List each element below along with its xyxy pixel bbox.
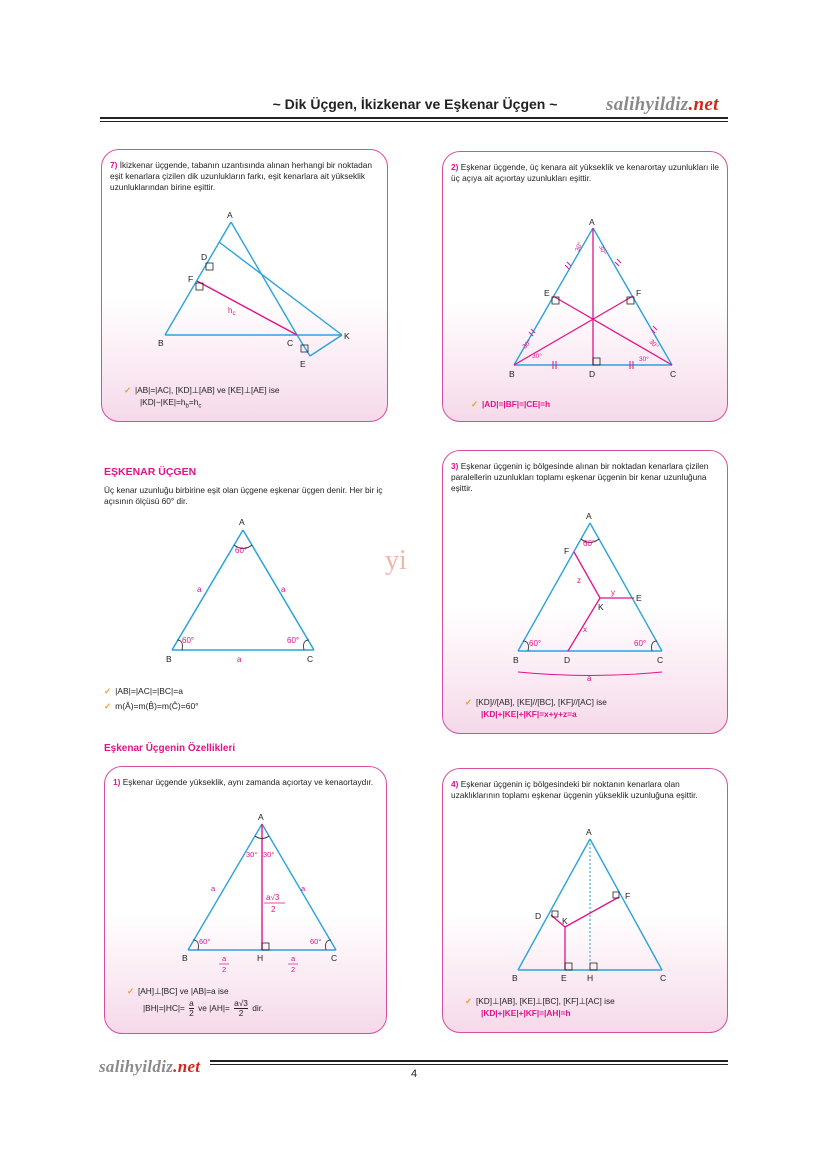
box3-label-E: E bbox=[636, 593, 642, 603]
box-property-3 bbox=[442, 450, 728, 734]
box1-result-line1: [AH]⊥[BC] ve |AB|=a ise bbox=[137, 986, 229, 996]
box4-label-F: F bbox=[625, 891, 631, 901]
box-property-7 bbox=[101, 149, 388, 422]
check-icon: ✓ bbox=[104, 701, 112, 711]
eskenar-label-A: A bbox=[239, 517, 245, 527]
eskenar-side-a-right: a bbox=[281, 585, 286, 594]
footer-brand-logo bbox=[99, 1057, 200, 1077]
box3-number: 3) bbox=[451, 461, 459, 471]
eskenar-angle-A: 60° bbox=[235, 546, 248, 555]
box1-angle-C: 60° bbox=[310, 937, 322, 946]
box1-number: 1) bbox=[113, 777, 121, 787]
check-icon: ✓ bbox=[124, 385, 131, 395]
eskenar-facts bbox=[104, 684, 199, 714]
eskenar-diagram bbox=[150, 512, 340, 668]
box1-label-A: A bbox=[258, 812, 264, 822]
box1-height-num: a√3 bbox=[266, 893, 280, 902]
check-icon: ✓ bbox=[104, 686, 112, 696]
box3-diagram bbox=[443, 451, 729, 735]
box-property-1 bbox=[104, 766, 387, 1034]
box1-side-a-right: a bbox=[301, 884, 306, 893]
box2-number: 2) bbox=[451, 162, 459, 172]
box1-angle-left: 30° bbox=[246, 850, 258, 859]
box1-half-den-left: 2 bbox=[222, 965, 227, 974]
box3-angle-B: 60° bbox=[529, 639, 542, 648]
check-icon: ✓ bbox=[127, 986, 134, 996]
box4-label-D: D bbox=[535, 911, 542, 921]
header-brand-logo bbox=[606, 94, 719, 116]
box7-label-hc: $h_c$ bbox=[228, 306, 236, 317]
box3-description: Eşkenar üçgenin iç bölgesinde alınan bir noktadan kenarlara çizilen paralellerin uzunlukları toplamı eşkenar üçgenin bir kenar uzunluğuna eşittir. bbox=[451, 461, 709, 493]
header-rule bbox=[100, 117, 728, 119]
eskenar-angle-B: 60° bbox=[182, 636, 195, 645]
eskenar-fact-2: ✓ m(Â)=m(B̂)=m(Ĉ)=60° bbox=[104, 701, 199, 711]
box1-label-C: C bbox=[331, 953, 338, 963]
box4-label-C: C bbox=[660, 973, 667, 983]
box4-label-K: K bbox=[562, 916, 568, 926]
brand-net: .net bbox=[688, 94, 719, 115]
box3-result bbox=[465, 696, 607, 720]
fraction-a-over-2: $\frac{a}{2}$ bbox=[189, 998, 194, 1019]
box1-angle-right: 30° bbox=[263, 850, 275, 859]
box1-label-H: H bbox=[257, 953, 264, 963]
box7-label-A: A bbox=[227, 210, 233, 220]
box1-label-B: B bbox=[182, 953, 188, 963]
box3-label-a: a bbox=[587, 674, 592, 683]
box2-angle-A-right: 30° bbox=[597, 244, 608, 256]
box4-result-line2: |KD|+|KE|+|KF|=|AH|=h bbox=[481, 1008, 571, 1018]
box2-label-A: A bbox=[589, 217, 595, 227]
eskenar-side-a-bottom: a bbox=[237, 655, 242, 664]
box2-label-E: E bbox=[544, 288, 550, 298]
header-rule-thin bbox=[100, 121, 728, 122]
box2-label-B: B bbox=[509, 369, 515, 379]
eskenar-side-a-left: a bbox=[197, 585, 202, 594]
box3-label-z: z bbox=[577, 576, 581, 585]
box1-half-num-left: a bbox=[222, 954, 227, 963]
box7-label-D: D bbox=[201, 252, 208, 262]
box-property-2 bbox=[442, 151, 728, 422]
box3-label-y: y bbox=[611, 588, 615, 597]
footer-rule bbox=[210, 1060, 728, 1062]
box1-description: Eşkenar üçgende yükseklik, aynı zamanda açıortay ve kenaortaydır. bbox=[122, 777, 374, 787]
eskenar-angle-C: 60° bbox=[287, 636, 300, 645]
footer-rule-thin bbox=[210, 1064, 728, 1065]
box2-result-text: |AD|=|BF|=|CE|=h bbox=[481, 399, 551, 409]
box4-result bbox=[465, 995, 615, 1019]
box2-angle-C-bottom: 30° bbox=[639, 356, 649, 363]
box2-angle-C-top: 30° bbox=[647, 338, 660, 351]
box3-label-B: B bbox=[513, 655, 519, 665]
box3-result-line2: |KD|+|KE|+|KF|=x+y+z=a bbox=[481, 709, 577, 719]
box3-angle-C: 60° bbox=[634, 639, 647, 648]
box7-diagram bbox=[102, 150, 389, 423]
footer-brand-main: salihyildiz bbox=[99, 1057, 174, 1076]
box3-label-A: A bbox=[586, 511, 592, 521]
eskenar-label-C: C bbox=[307, 654, 314, 664]
eskenar-fact-1: ✓ |AB|=|AC|=|BC|=a bbox=[104, 686, 183, 696]
box7-number: 7) bbox=[110, 160, 118, 170]
eskenar-definition: Üç kenar uzunluğu birbirine eşit olan üçgene eşkenar üçgen denir. Her bir iç açısının ölçüsü 60° dir. bbox=[104, 485, 383, 506]
check-icon: ✓ bbox=[465, 996, 472, 1006]
box2-result bbox=[471, 398, 550, 410]
box4-label-H: H bbox=[587, 973, 594, 983]
section-title-eskenar: EŞKENAR ÜÇGEN bbox=[104, 466, 197, 478]
box7-result-line1: |AB|=|AC|, [KD]⊥[AB] ve [KE]⊥[AE] ise bbox=[134, 385, 280, 395]
box7-result-line2: $|KD|-|KE|=h_b=h_c$ bbox=[140, 397, 202, 410]
box1-angle-B: 60° bbox=[199, 937, 211, 946]
section-title-properties: Eşkenar Üçgenin Özellikleri bbox=[104, 743, 236, 754]
box1-side-a-left: a bbox=[211, 884, 216, 893]
check-icon: ✓ bbox=[465, 697, 472, 707]
box3-label-F: F bbox=[564, 546, 570, 556]
box7-label-C: C bbox=[287, 338, 294, 348]
box7-description: İkizkenar üçgende, tabanın uzantısında alınan herhangi bir noktadan eşit kenarlara çizilen dik uzunlukların farkı, eşit kenarlara ait yükseklik uzunluklarından birine eşittir. bbox=[110, 160, 373, 192]
box2-label-D: D bbox=[589, 369, 596, 379]
box7-label-E: E bbox=[300, 359, 306, 369]
footer-brand-net: .net bbox=[173, 1057, 201, 1076]
box1-result-line2: |BH|=|HC|= $\frac{a}{2}$ ve |AH|= $\frac{a√3}{2}$ dir. bbox=[143, 998, 264, 1019]
check-icon: ✓ bbox=[471, 399, 478, 409]
brand-main: salihyildiz bbox=[606, 94, 689, 115]
box3-label-K: K bbox=[598, 602, 604, 612]
box3-label-D: D bbox=[564, 655, 571, 665]
box4-label-E: E bbox=[561, 973, 567, 983]
box3-angle-A: 60° bbox=[583, 539, 596, 548]
fraction-a-root3-over-2: $\frac{a√3}{2}$ bbox=[234, 998, 248, 1019]
box2-description: Eşkenar üçgende, üç kenara ait yükseklik ve kenarortay uzunlukları ile üç açıya ait açıortay uzunlukları eşittir. bbox=[451, 162, 719, 183]
box3-label-x: x bbox=[583, 625, 587, 634]
box3-label-C: C bbox=[657, 655, 664, 665]
box2-label-C: C bbox=[670, 369, 677, 379]
box7-label-F: F bbox=[188, 274, 194, 284]
box2-diagram bbox=[443, 152, 729, 423]
page-title: ~ Dik Üçgen, İkizkenar ve Eşkenar Üçgen ~ bbox=[272, 96, 558, 112]
watermark: yi bbox=[385, 545, 407, 576]
box4-label-B: B bbox=[512, 973, 518, 983]
box7-label-B: B bbox=[158, 338, 164, 348]
box1-half-num-right: a bbox=[291, 954, 296, 963]
box4-result-line1: [KD]⊥[AB], [KE]⊥[BC], [KF]⊥[AC] ise bbox=[475, 996, 615, 1006]
box4-label-A: A bbox=[586, 827, 592, 837]
eskenar-label-B: B bbox=[166, 654, 172, 664]
box2-angle-A-left: 30° bbox=[574, 241, 585, 253]
box2-angle-B-bottom: 30° bbox=[532, 353, 542, 360]
box3-result-line1: [KD]//[AB], [KE]//[BC], [KF]//[AC] ise bbox=[475, 697, 607, 707]
box7-result bbox=[124, 384, 280, 413]
box1-half-den-right: 2 bbox=[291, 965, 296, 974]
box1-height-den: 2 bbox=[271, 905, 276, 914]
box4-description: Eşkenar üçgenin iç bölgesindeki bir noktanın kenarlara olan uzaklıklarının toplamı eşkenar üçgenin yükseklik uzunluğuna eşittir. bbox=[451, 779, 698, 800]
box2-angle-B-top: 30° bbox=[521, 338, 534, 351]
box-property-4 bbox=[442, 768, 728, 1033]
box4-number: 4) bbox=[451, 779, 459, 789]
box7-label-K: K bbox=[344, 331, 350, 341]
box2-label-F: F bbox=[636, 288, 642, 298]
page-number: 4 bbox=[410, 1068, 418, 1080]
